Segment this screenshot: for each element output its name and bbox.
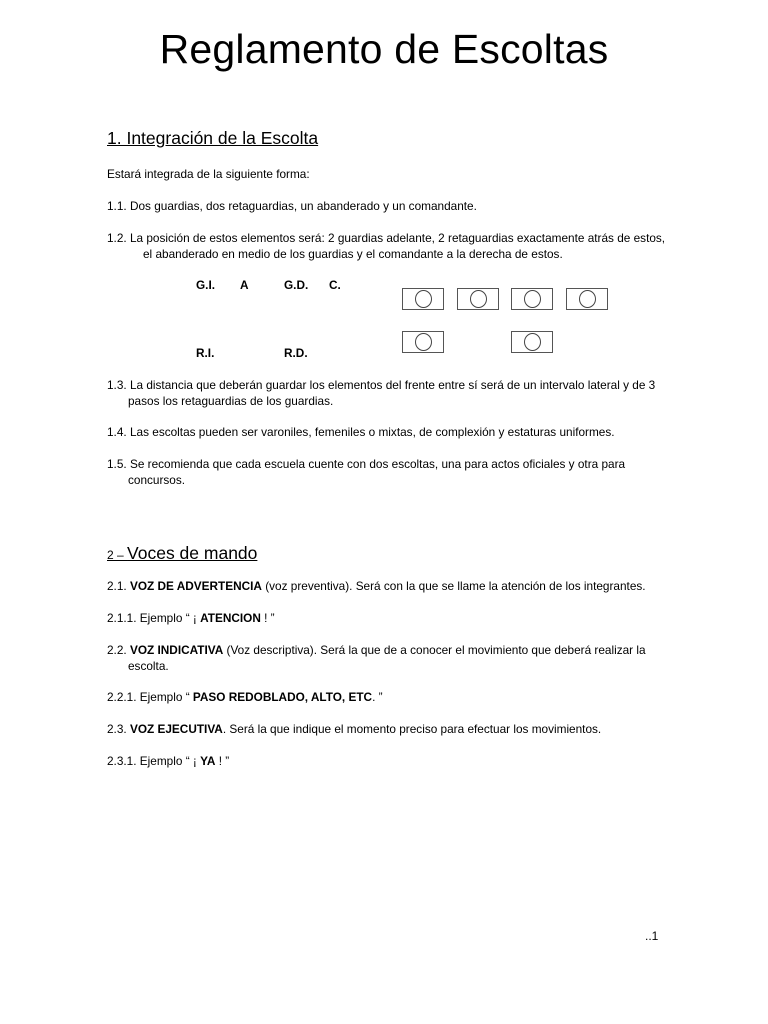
paragraph-1-5: [107, 457, 703, 488]
section-1-intro: Estará integrada de la siguiente forma:: [107, 167, 310, 181]
paragraph-1-2-line1: 1.2. La posición de estos elementos será: 2 guardias adelante, 2 retaguardias exactamente atrás de estos,: [107, 231, 666, 245]
label-gi: G.I.: [196, 278, 216, 292]
paragraph-2-2-num: 2.2.: [107, 643, 130, 657]
formation-box-c: [566, 288, 608, 310]
paragraph-1-3: [107, 378, 703, 409]
paragraph-2-3-1-post: ! ”: [215, 754, 230, 768]
paragraph-2-2-1-post: . ”: [372, 690, 383, 704]
label-a: A: [240, 278, 249, 292]
page-number: ..1: [645, 929, 659, 943]
circle-icon: [524, 333, 541, 351]
circle-icon: [415, 333, 432, 351]
section-1-heading: 1. Integración de la Escolta: [107, 128, 319, 148]
paragraph-2-2: [107, 643, 703, 674]
paragraph-2-1: [107, 579, 703, 595]
paragraph-1-1: 1.1. Dos guardias, dos retaguardias, un abanderado y un comandante.: [107, 199, 477, 213]
paragraph-2-1-bold: VOZ DE ADVERTENCIA: [129, 579, 262, 593]
circle-icon: [524, 290, 541, 308]
formation-box-gd: [511, 288, 553, 310]
section-2-number: 2 –: [107, 548, 128, 562]
paragraph-2-3: [107, 722, 703, 738]
paragraph-1-3-line1: 1.3. La distancia que deberán guardar los elementos del frente entre sí será de un intervalo lateral y de 3: [107, 378, 656, 392]
paragraph-1-2: [107, 231, 703, 262]
paragraph-1-3-line2: pasos los retaguardias de los guardias.: [128, 393, 334, 408]
page-title: Reglamento de Escoltas: [159, 26, 609, 72]
paragraph-2-2-1: [107, 690, 703, 706]
circle-icon: [415, 290, 432, 308]
label-ri: R.I.: [196, 346, 215, 360]
circle-icon: [579, 290, 596, 308]
paragraph-2-1-1-bold: ATENCION: [200, 611, 261, 625]
paragraph-2-1-1: [107, 611, 703, 627]
paragraph-2-3-bold: VOZ EJECUTIVA: [129, 722, 223, 736]
formation-box-gi: [402, 288, 444, 310]
paragraph-2-1-1-pre: 2.1.1. Ejemplo “ ¡: [107, 611, 201, 625]
formation-box-ri: [402, 331, 444, 353]
label-rd: R.D.: [284, 346, 308, 360]
paragraph-2-1-1-post: ! ”: [260, 611, 275, 625]
paragraph-2-3-1-pre: 2.3.1. Ejemplo “ ¡: [107, 754, 201, 768]
formation-box-rd: [511, 331, 553, 353]
paragraph-2-2-line2: escolta.: [128, 658, 169, 673]
section-2-heading: [107, 538, 257, 566]
formation-box-a: [457, 288, 499, 310]
paragraph-2-3-1-bold: YA: [200, 754, 216, 768]
paragraph-2-3-1: [107, 754, 703, 770]
circle-icon: [470, 290, 487, 308]
paragraph-2-3-num: 2.3.: [107, 722, 130, 736]
paragraph-2-2-1-pre: 2.2.1. Ejemplo “: [107, 690, 193, 704]
label-gd: G.D.: [284, 278, 309, 292]
paragraph-2-2-bold: VOZ INDICATIVA: [129, 643, 224, 657]
section-2-title: Voces de mando: [127, 543, 258, 563]
label-c: C.: [329, 278, 341, 292]
paragraph-2-3-rest: . Será la que indique el momento preciso para efectuar los movimientos.: [222, 722, 602, 736]
paragraph-2-2-1-bold: PASO REDOBLADO, ALTO, ETC: [192, 690, 373, 704]
paragraph-1-5-line2: concursos.: [128, 472, 186, 487]
paragraph-1-4: 1.4. Las escoltas pueden ser varoniles, femeniles o mixtas, de complexión y estaturas uniformes.: [107, 425, 615, 439]
paragraph-2-1-num: 2.1.: [107, 579, 130, 593]
paragraph-2-1-rest: (voz preventiva). Será con la que se llame la atención de los integrantes.: [261, 579, 646, 593]
paragraph-2-2-rest: (Voz descriptiva). Será la que de a conocer el movimiento que deberá realizar la: [223, 643, 646, 657]
paragraph-1-2-line2: el abanderado en medio de los guardias y el comandante a la derecha de estos.: [143, 246, 563, 261]
paragraph-1-5-line1: 1.5. Se recomienda que cada escuela cuente con dos escoltas, una para actos oficiales y otra para: [107, 457, 626, 471]
